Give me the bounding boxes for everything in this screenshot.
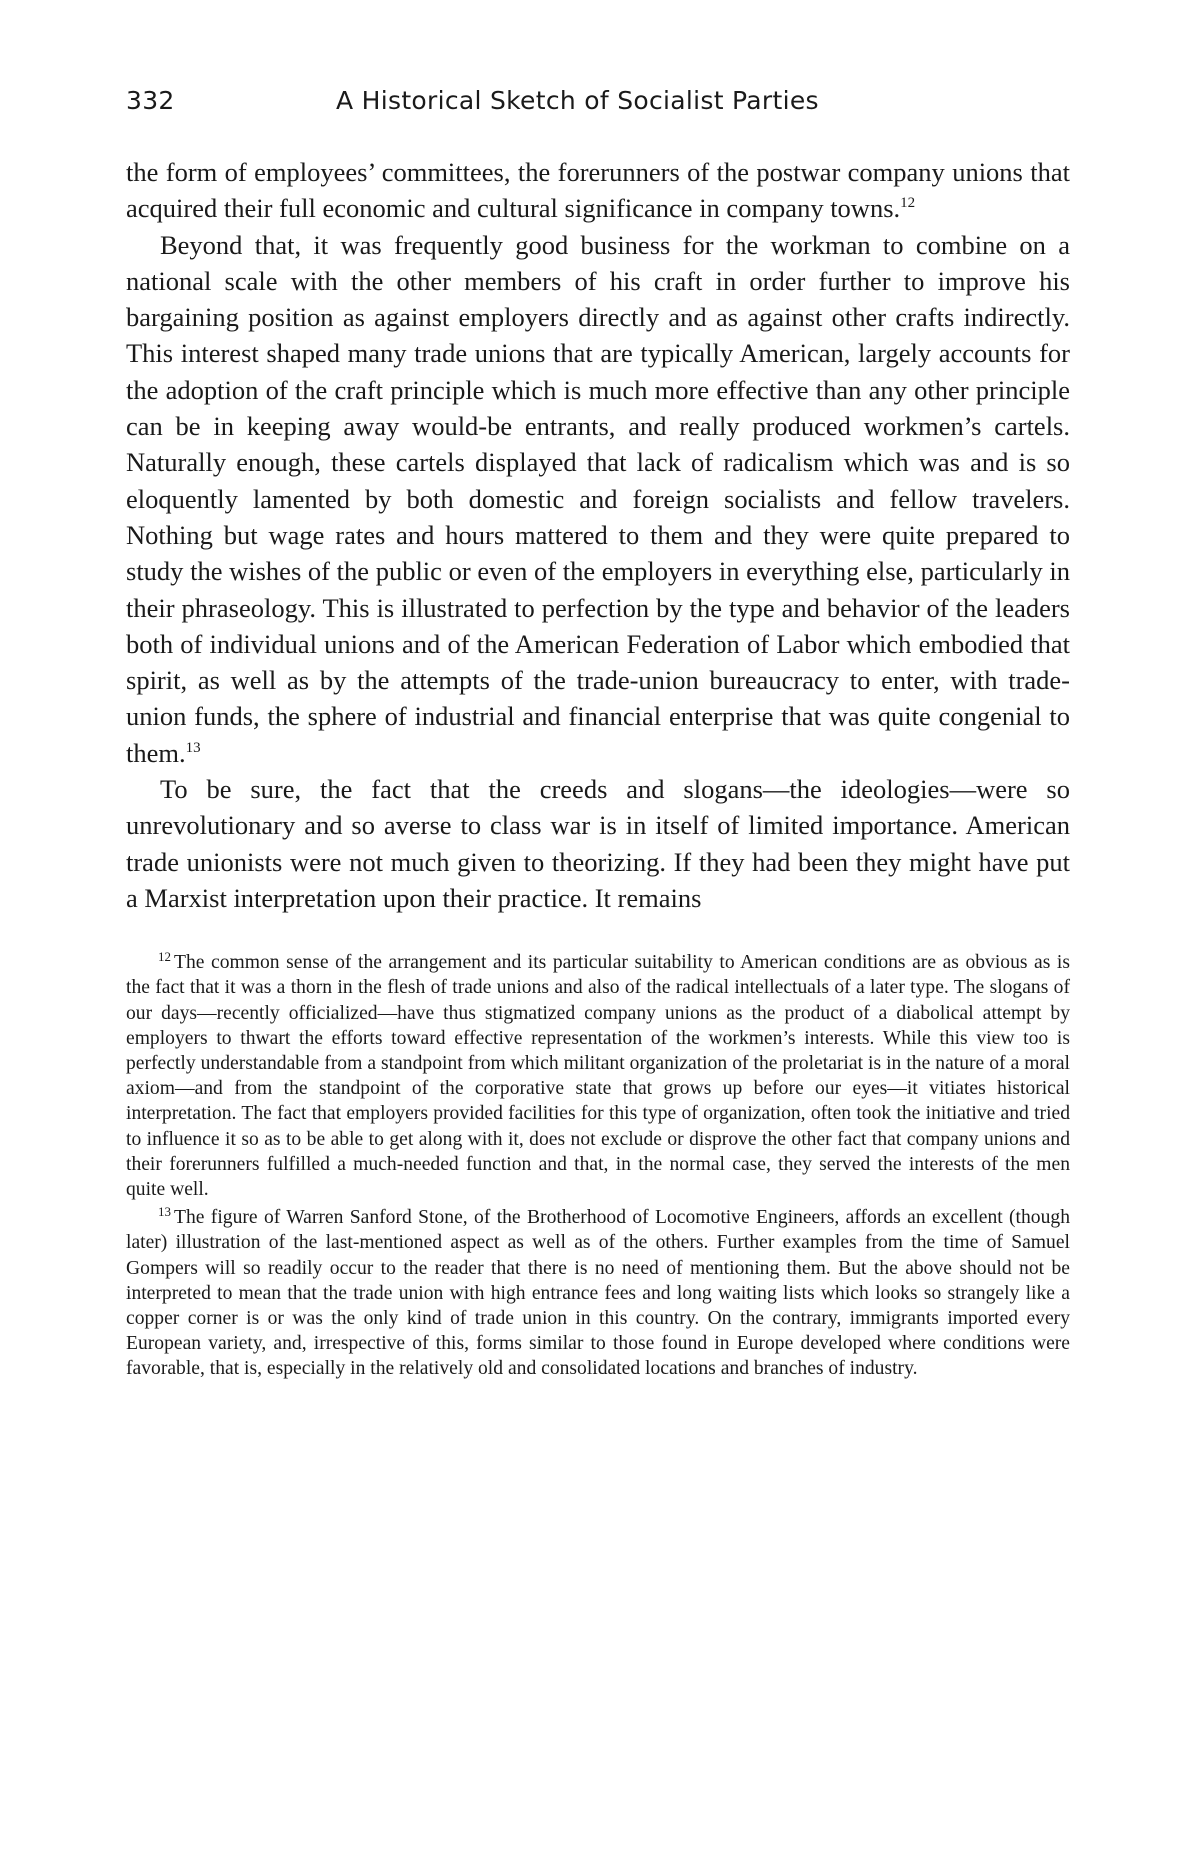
footnote-text: The figure of Warren Sanford Stone, of the Brotherhood of Locomotive Engineers, affords an excellent (though later) illustration of the last-mentioned aspect as well as of the others. Further examples from the time of Samuel Gompers will so readily occur to the reader that there is no need of mentioning them. But the above should not be interpreted to mean that the trade union with high entrance fees and long waiting lists which looks so strangely like a copper corner is or was the only kind of trade union in this country. On the contrary, immigrants imported every European variety, and, irrespective of this, forms similar to those found in Europe developed where conditions were favorable, that is, especially in the relatively old and consolidated locations and branches of industry. xyxy=(126,1207,1070,1380)
footnote-mark: 12 xyxy=(158,948,171,964)
footnotes xyxy=(126,950,1070,1381)
footnote-mark: 13 xyxy=(158,1203,171,1219)
page-number: 332 xyxy=(126,86,175,115)
footnote-reference: 12 xyxy=(900,195,916,212)
footnote xyxy=(126,950,1070,1202)
paragraph xyxy=(126,227,1070,771)
book-page xyxy=(126,82,1070,1385)
running-head xyxy=(126,82,1070,122)
paragraph xyxy=(126,771,1070,916)
footnote-text: The common sense of the arrangement and its particular suitability to American conditions are as obvious as is the fact that it was a thorn in the flesh of trade unions and also of the radical intellectuals of a later type. The slogans of our days—recently officialized—have thus stigmatized company unions as the product of a diabolical attempt by employers to thwart the efforts toward effective representation of the workmen’s interests. While this view too is perfectly understandable from a standpoint from which militant organization of the proletariat is in the nature of a moral axiom—and from the standpoint of the corporative state that grows up before our eyes—it vitiates historical interpretation. The fact that employers provided facilities for this type of organization, often took the initiative and tried to influence it so as to be able to get along with it, does not exclude or disprove the other fact that company unions and their forerunners fulfilled a much-needed function and that, in the normal case, they served the interests of the men quite well. xyxy=(126,952,1070,1201)
paragraph-text: To be sure, the fact that the creeds and slogans—the ideologies—were so unrevolutionary and so averse to class war is in itself of limited importance. American trade unionists were not much given to theorizing. If they had been they might have put a Marxist interpretation upon their practice. It remains xyxy=(126,774,1070,913)
footnote-reference: 13 xyxy=(185,739,201,756)
body-text xyxy=(126,154,1070,916)
running-title: A Historical Sketch of Socialist Parties xyxy=(336,86,819,115)
footnote xyxy=(126,1205,1070,1381)
paragraph xyxy=(126,154,1070,227)
paragraph-text: Beyond that, it was frequently good business for the workman to combine on a national scale with the other members of his craft in order further to improve his bargaining position as against employers directly and as against other crafts indirectly. This interest shaped many trade unions that are typically American, largely accounts for the adoption of the craft principle which is much more effective than any other principle can be in keeping away would-be entrants, and really produced workmen’s cartels. Naturally enough, these cartels displayed that lack of radicalism which was and is so eloquently lamented by both domestic and foreign socialists and fellow travelers. Nothing but wage rates and hours mattered to them and they were quite prepared to study the wishes of the public or even of the employers in everything else, particularly in their phraseology. This is illustrated to perfection by the type and behavior of the leaders both of individual unions and of the American Federation of Labor which embodied that spirit, as well as by the attempts of the trade-union bureaucracy to enter, with trade-union funds, the sphere of industrial and financial enterprise that was quite congenial to them. xyxy=(126,229,1070,768)
paragraph-text: the form of employees’ committees, the forerunners of the postwar company unions that acquired their full economic and cultural significance in company towns. xyxy=(126,157,1070,224)
